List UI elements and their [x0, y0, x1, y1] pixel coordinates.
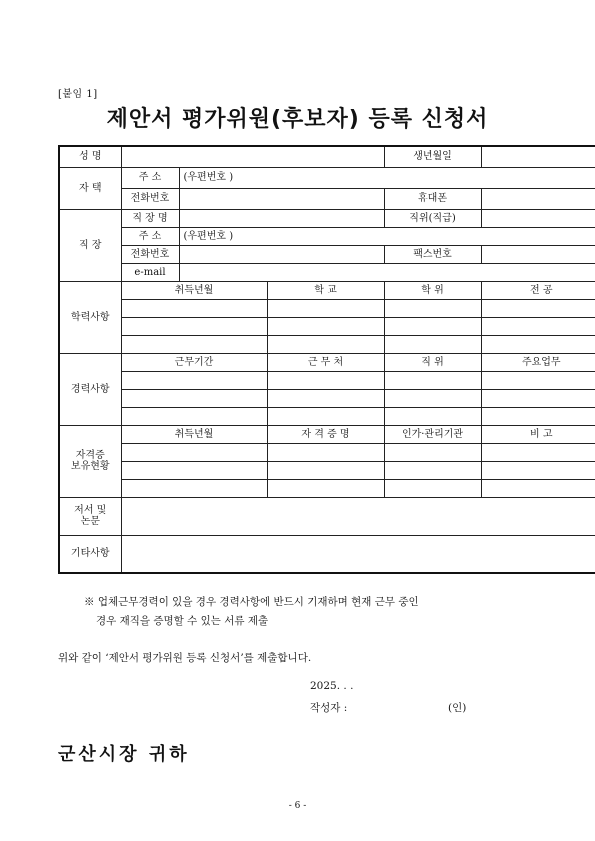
table-cell[interactable] [384, 407, 481, 425]
table-cell[interactable] [384, 335, 481, 353]
table-cell[interactable] [481, 335, 595, 353]
table-cell[interactable] [267, 335, 384, 353]
table-cell[interactable] [481, 389, 595, 407]
table-cell[interactable] [121, 389, 267, 407]
table-cell[interactable] [384, 299, 481, 317]
table-cell[interactable] [481, 461, 595, 479]
email-field[interactable] [179, 263, 595, 281]
application-form-table [58, 145, 595, 574]
education-row [59, 335, 595, 353]
career-header-duties: 주요업무 [481, 353, 595, 371]
career-header-workplace: 근 무 처 [267, 353, 384, 371]
publications-field[interactable] [121, 497, 595, 535]
table-cell[interactable] [384, 317, 481, 335]
publications-label [59, 497, 121, 535]
cert-header-agency: 인가·관리기관 [384, 425, 481, 443]
home-address-field[interactable]: (우편번호 ) [179, 167, 595, 188]
name-field[interactable] [121, 146, 384, 167]
career-row [59, 389, 595, 407]
page-number: - 6 - [288, 801, 307, 811]
certificate-label-line2: 보유현황 [70, 461, 110, 472]
table-cell[interactable] [267, 407, 384, 425]
workplace-field[interactable] [179, 209, 384, 227]
publications-label-line2: 논문 [80, 516, 100, 527]
table-cell[interactable] [121, 407, 267, 425]
etc-field[interactable] [121, 535, 595, 573]
email-label: e-mail [121, 263, 179, 281]
cert-header-date: 취득년월 [121, 425, 267, 443]
notice [84, 593, 419, 631]
notice-text-1: 업체근무경력이 있을 경우 경력사항에 반드시 기재하며 현재 근무 중인 [97, 596, 419, 608]
work-address-label: 주 소 [121, 227, 179, 245]
birth-label: 생년월일 [384, 146, 481, 167]
education-row [59, 317, 595, 335]
home-phone-label: 전화번호 [121, 188, 179, 209]
workplace-label: 직 장 명 [121, 209, 179, 227]
cert-header-remarks: 비 고 [481, 425, 595, 443]
certificate-label [59, 425, 121, 497]
table-cell[interactable] [267, 461, 384, 479]
table-cell[interactable] [481, 407, 595, 425]
seal-mark: (인) [448, 702, 467, 714]
notice-line-2: 경우 재직을 증명할 수 있는 서류 제출 [96, 615, 269, 627]
table-cell[interactable] [267, 479, 384, 497]
table-cell[interactable] [267, 443, 384, 461]
reference-mark: ※ [84, 596, 95, 608]
position-field[interactable] [481, 209, 595, 227]
table-cell[interactable] [481, 299, 595, 317]
table-cell[interactable] [481, 479, 595, 497]
education-header-degree: 학 위 [384, 281, 481, 299]
table-cell[interactable] [267, 317, 384, 335]
table-cell[interactable] [121, 317, 267, 335]
career-row [59, 407, 595, 425]
mobile-field[interactable] [481, 188, 595, 209]
table-cell[interactable] [481, 371, 595, 389]
table-cell[interactable] [121, 335, 267, 353]
home-address-label: 주 소 [121, 167, 179, 188]
notice-line-1 [84, 593, 419, 612]
education-label: 학력사항 [59, 281, 121, 353]
recipient: 군산시장 귀하 [58, 744, 190, 765]
fax-field[interactable] [481, 245, 595, 263]
table-cell[interactable] [481, 443, 595, 461]
date-field[interactable]: 2025. . . [310, 680, 354, 692]
table-cell[interactable] [121, 443, 267, 461]
certificate-row [59, 479, 595, 497]
career-header-period: 근무기간 [121, 353, 267, 371]
table-cell[interactable] [384, 371, 481, 389]
table-cell[interactable] [267, 371, 384, 389]
publications-label-line1: 저서 및 [74, 505, 107, 516]
certificate-row [59, 461, 595, 479]
name-label: 성 명 [59, 146, 121, 167]
work-label: 직 장 [59, 209, 121, 281]
table-cell[interactable] [384, 461, 481, 479]
attachment-label: [붙임 1] [58, 89, 98, 100]
mobile-label: 휴대폰 [384, 188, 481, 209]
cert-header-name: 자 격 증 명 [267, 425, 384, 443]
table-cell[interactable] [121, 461, 267, 479]
table-cell[interactable] [384, 479, 481, 497]
declaration-text: 위와 같이 ‘제안서 평가위원 등록 신청서’를 제출합니다. [58, 652, 312, 664]
page-title: 제안서 평가위원(후보자) 등록 신청서 [106, 107, 489, 132]
table-cell[interactable] [384, 443, 481, 461]
education-row [59, 299, 595, 317]
table-cell[interactable] [267, 299, 384, 317]
name-row [59, 146, 595, 167]
position-label: 직위(직급) [384, 209, 481, 227]
certificate-label-line1: 자격증 [75, 450, 105, 461]
education-header-major: 전 공 [481, 281, 595, 299]
education-header-school: 학 교 [267, 281, 384, 299]
birth-field[interactable] [481, 146, 595, 167]
certificate-row [59, 443, 595, 461]
etc-label: 기타사항 [59, 535, 121, 573]
table-cell[interactable] [267, 389, 384, 407]
author-label: 작성자 : [310, 702, 348, 714]
career-row [59, 371, 595, 389]
home-phone-field[interactable] [179, 188, 384, 209]
work-address-field[interactable]: (우편번호 ) [179, 227, 595, 245]
table-cell[interactable] [481, 317, 595, 335]
work-phone-label: 전화번호 [121, 245, 179, 263]
table-cell[interactable] [121, 299, 267, 317]
work-phone-field[interactable] [179, 245, 384, 263]
education-header-date: 취득년월 [121, 281, 267, 299]
table-cell[interactable] [384, 389, 481, 407]
table-cell[interactable] [121, 479, 267, 497]
career-label: 경력사항 [59, 353, 121, 425]
career-header-position: 직 위 [384, 353, 481, 371]
fax-label: 팩스번호 [384, 245, 481, 263]
home-label: 자 택 [59, 167, 121, 209]
table-cell[interactable] [121, 371, 267, 389]
